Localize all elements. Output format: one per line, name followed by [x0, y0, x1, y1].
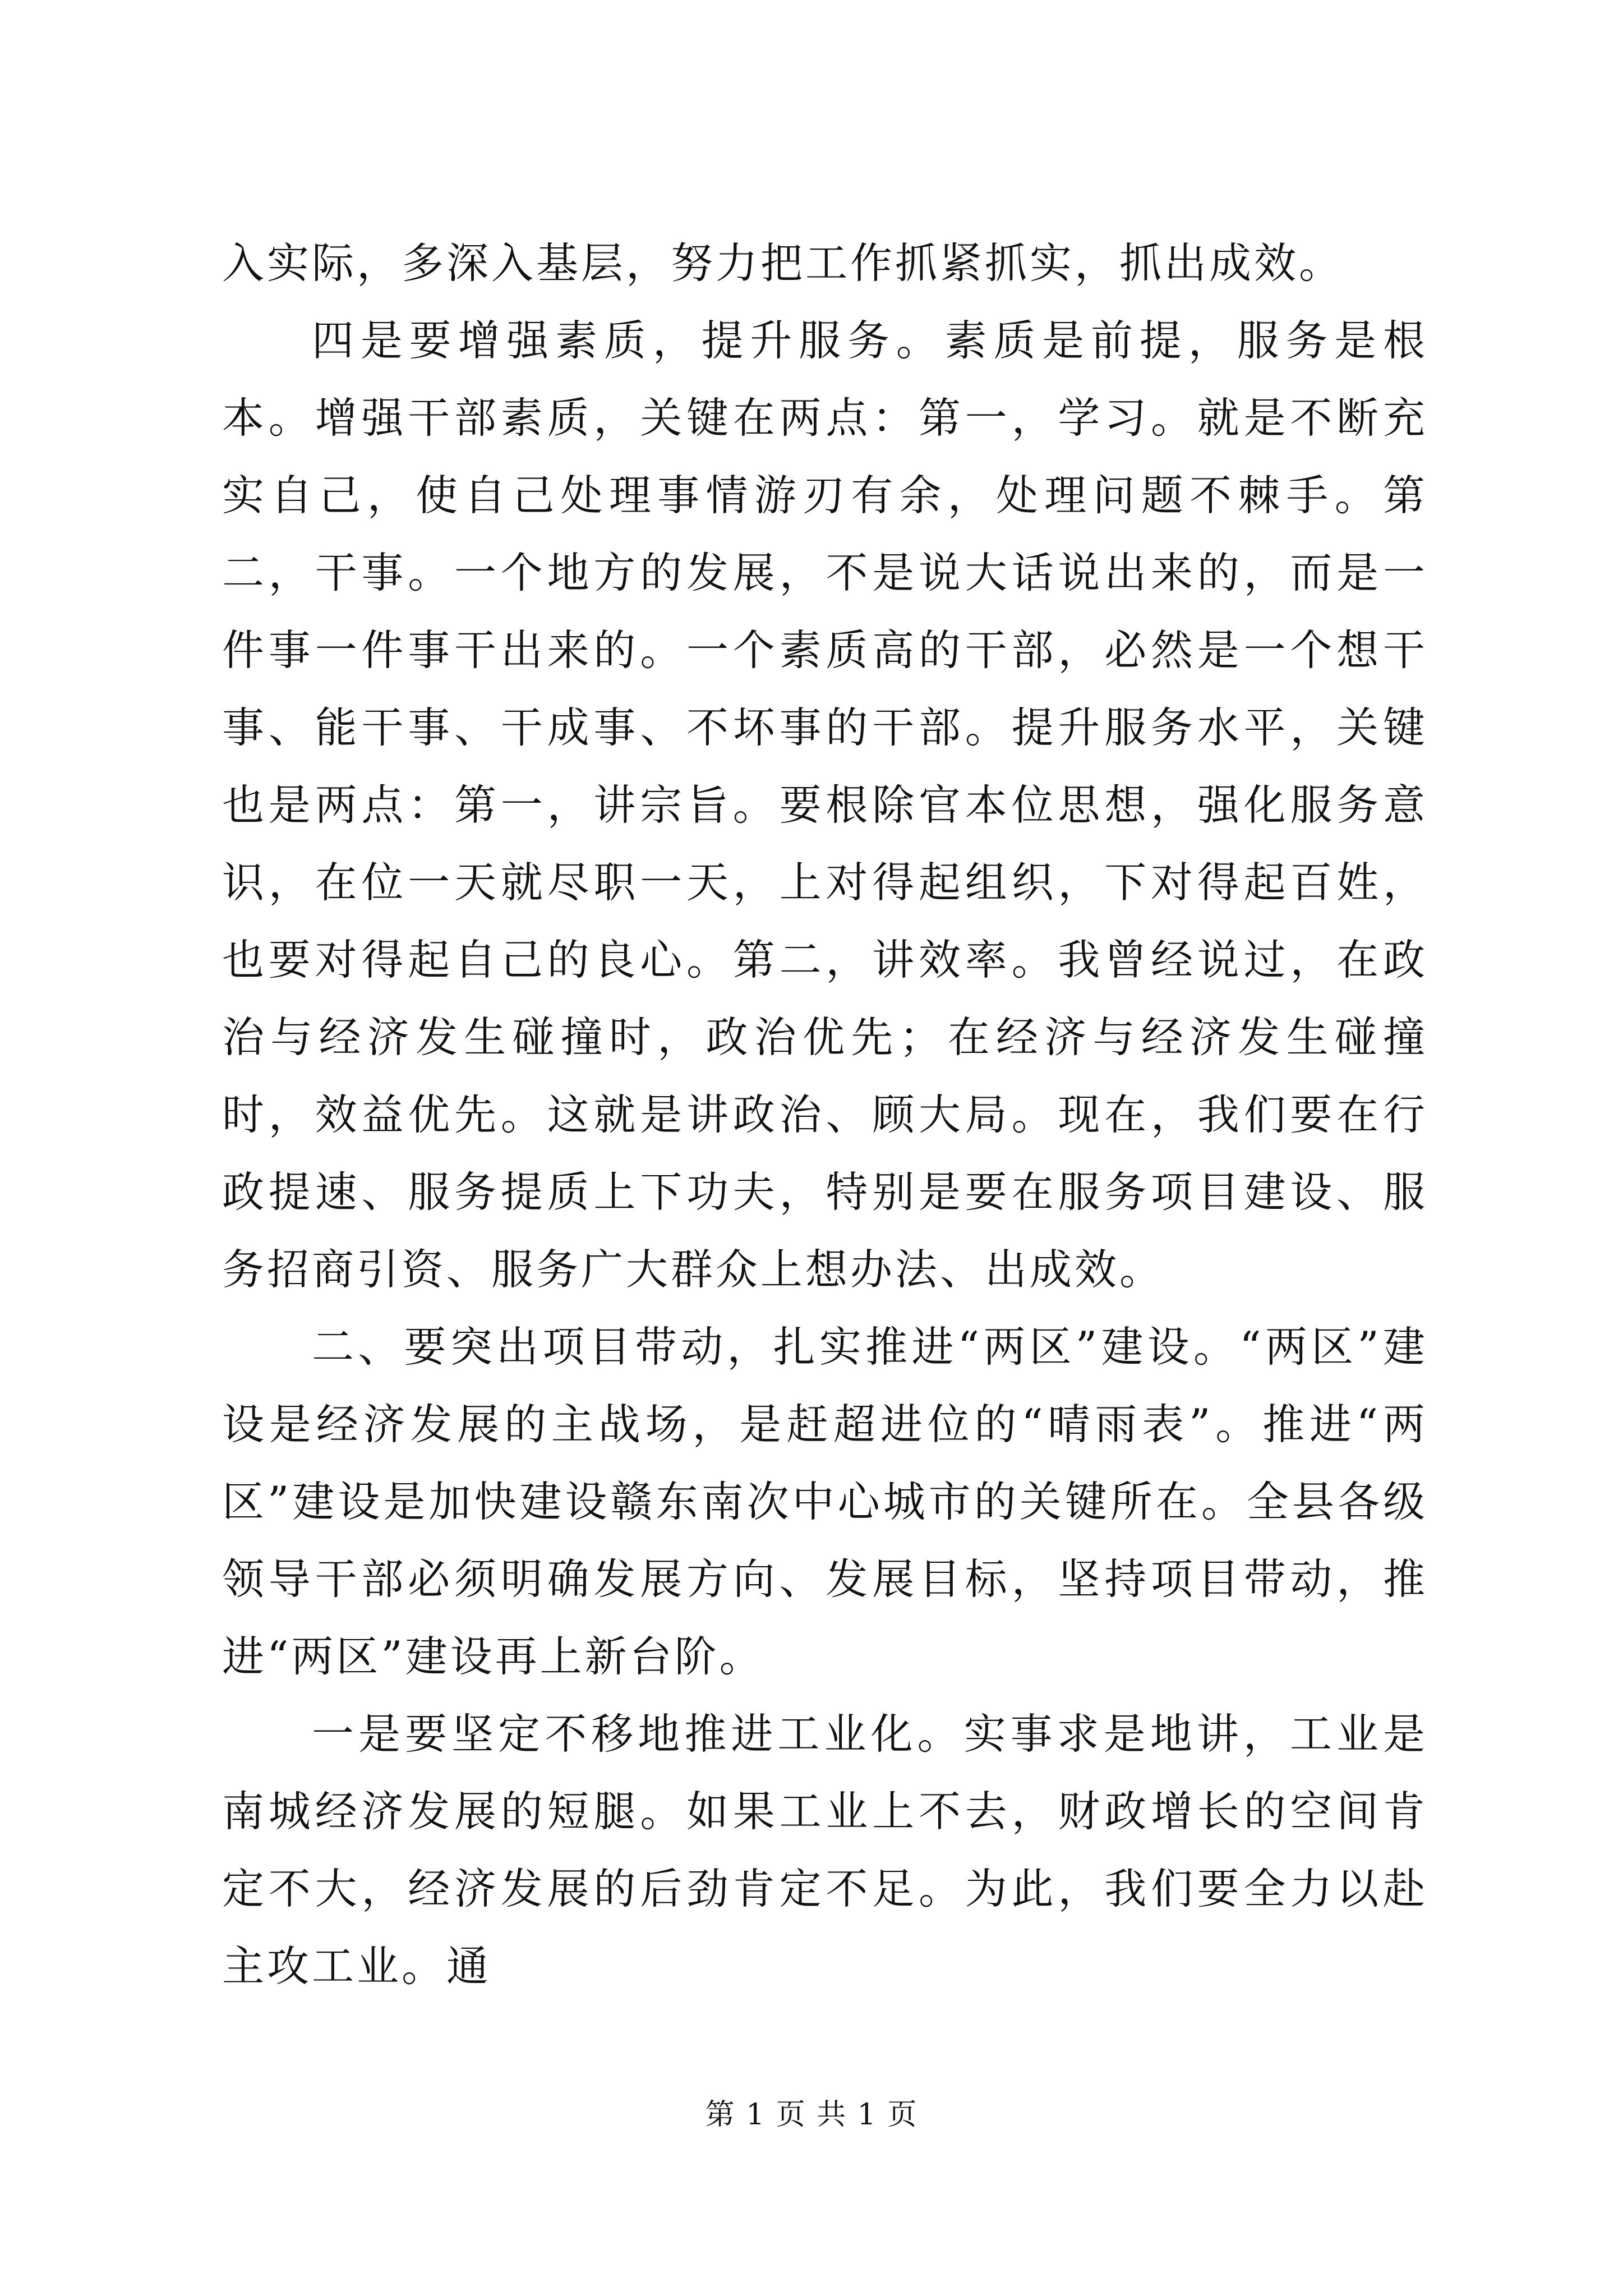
paragraph-continued: 入实际，多深入基层，努力把工作抓紧抓实，抓出成效。: [222, 238, 1344, 288]
document-body: [222, 224, 1428, 2005]
paragraph-project-driven: 二、要突出项目带动，扎实推进“两区”建设。“两区”建设是经济发展的主战场，是赶超进位的“晴雨表”。推进“两区”建设是加快建设赣东南次中心城市的关键所在。全县各级领导干部必须明确发展方向、发展目标，坚持项目带动，推进“两区”建设再上新台阶。: [222, 1322, 1428, 1681]
page-number-footer: 第 1 页 共 1 页: [705, 2098, 918, 2132]
paragraph-industrialization: 一是要坚定不移地推进工业化。实事求是地讲，工业是南城经济发展的短腿。如果工业上不去，财政增长的空间肯定不大，经济发展的后劲肯定不足。为此，我们要全力以赴主攻工业。通: [222, 1709, 1428, 1991]
paragraph-quality-service: 四是要增强素质，提升服务。素质是前提，服务是根本。增强干部素质，关键在两点：第一，学习。就是不断充实自己，使自己处理事情游刃有余，处理问题不棘手。第二，干事。一个地方的发展，不是说大话说出来的，而是一件事一件事干出来的。一个素质高的干部，必然是一个想干事、能干事、干成事、不坏事的干部。提升服务水平，关键也是两点：第一，讲宗旨。要根除官本位思想，强化服务意识，在位一天就尽职一天，上对得起组织，下对得起百姓，也要对得起自己的良心。第二，讲效率。我曾经说过，在政治与经济发生碰撞时，政治优先；在经济与经济发生碰撞时，效益优先。这就是讲政治、顾大局。现在，我们要在行政提速、服务提质上下功夫，特别是要在服务项目建设、服务招商引资、服务广大群众上想办法、出成效。: [222, 316, 1428, 1294]
